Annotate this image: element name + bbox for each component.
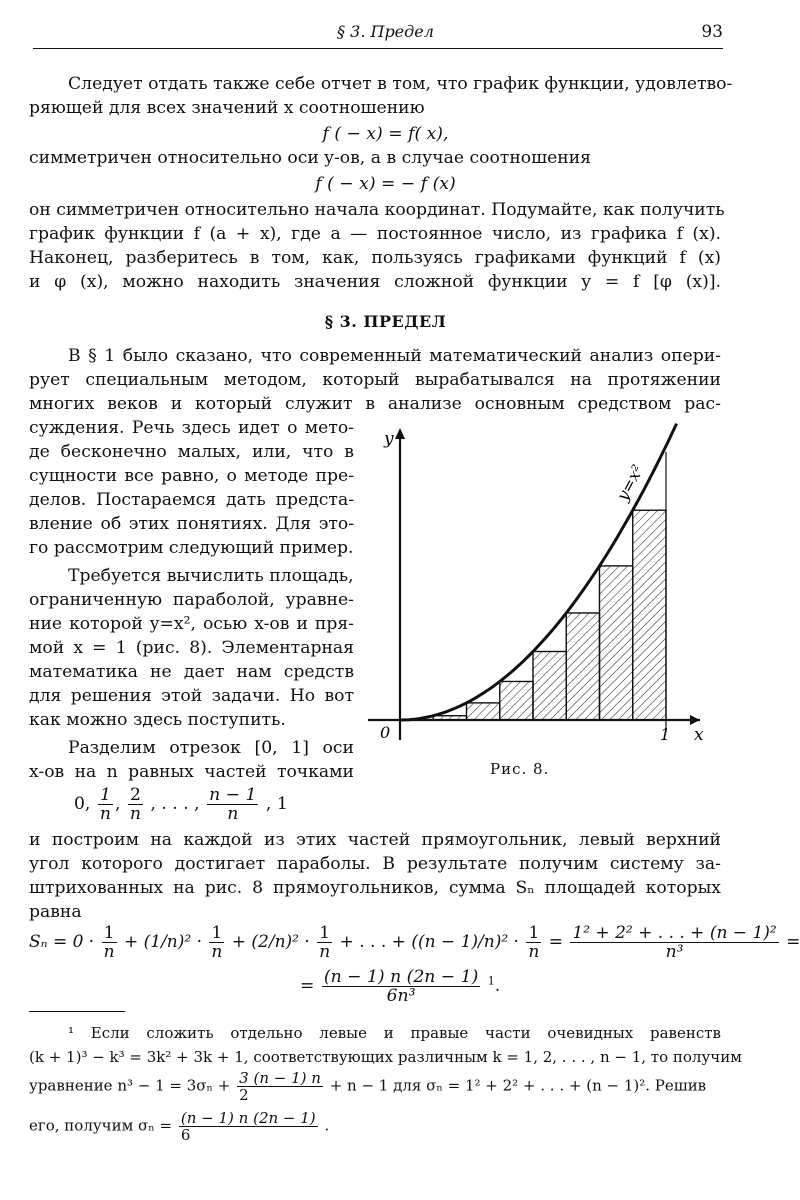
footnote-rule xyxy=(29,1011,125,1012)
text-line: график функции f (a + x), где a — постоянное число, из графика f (x). xyxy=(29,224,721,244)
text-line: го рассмотрим следующий пример. xyxy=(29,538,354,558)
text-line: ние которой y=x², осью x-ов и пря- xyxy=(29,614,354,634)
text-line: симметричен относительно оси y-ов, а в случае соотношения xyxy=(29,148,592,168)
footnote-ref: 1 xyxy=(487,974,495,988)
sum-formula: Sₙ = 0 · $\frac{1}{n}$ + (1/n)² · $\frac{1}{n}$ + (2/n)² · $\frac{1}{n}$ + . . . + ((n − 1)/n)² · $\frac{1}{n}$ = $\frac{\text{1² + 2² + . . . + (n − 1)²}}{\text{n³}}$ = xyxy=(29,923,800,962)
hatched-rectangle xyxy=(633,510,666,720)
text-line: Требуется вычислить площадь, xyxy=(68,566,354,586)
y-axis-arrow xyxy=(395,428,405,439)
text-line: для решения этой задачи. Но вот xyxy=(29,686,354,706)
header-rule xyxy=(33,48,723,49)
y-axis-label: y xyxy=(384,429,394,449)
text-line: x-ов на n равных частей точками xyxy=(29,762,354,782)
text-line: рует специальным методом, который вырабатывался на протяжении xyxy=(29,370,721,390)
hatched-rectangle xyxy=(500,681,533,720)
text-line: ограниченную параболой, уравне- xyxy=(29,590,354,610)
footnote-line: (k + 1)³ − k³ = 3k² + 3k + 1, соответствующих различным k = 1, 2, . . . , n − 1, то получим xyxy=(29,1048,742,1066)
text-line: угол которого достигает параболы. В результате получим систему за- xyxy=(29,854,721,874)
x-axis-label: x xyxy=(694,725,704,745)
text-line: многих веков и который служит в анализе основным средством рас- xyxy=(29,394,721,414)
text-line: В § 1 было сказано, что современный математический анализ опери- xyxy=(68,346,721,366)
text-line: Наконец, разберитесь в том, как, пользуясь графиками функций f (x) xyxy=(29,248,721,268)
figure-parabola xyxy=(364,422,716,745)
parabola-plot xyxy=(364,422,716,745)
one-label: 1 xyxy=(660,725,671,744)
equation: f ( − x) = f( x), xyxy=(322,124,449,144)
text-line: мой x = 1 (рис. 8). Элементарная xyxy=(29,638,354,658)
text-line: сущности все равно, о методе пре- xyxy=(29,466,354,486)
text-line: и φ (x), можно находить значения сложной функции y = f [φ (x)]. xyxy=(29,272,721,292)
origin-label: 0 xyxy=(380,723,391,742)
footnote-line: его, получим σₙ = $\frac{(n - 1) n (2n - 1)}{6}$ . xyxy=(29,1109,330,1144)
division-points: 0, $\frac{1}{n}$ , $\frac{2}{n}$ , . . . , $\frac{n - 1}{n}$ , 1 xyxy=(74,785,288,824)
hatched-rectangle xyxy=(467,703,500,720)
page-number: 93 xyxy=(701,22,723,42)
text-line: равна xyxy=(29,902,82,922)
text-line: ряющей для всех значений x соотношению xyxy=(29,98,425,118)
curve-label: y=x² xyxy=(612,461,648,504)
text-line: штрихованных на рис. 8 прямоугольников, сумма Sₙ площадей которых xyxy=(29,878,721,898)
running-header: § 3. Предел xyxy=(337,22,434,41)
fraction: $\frac{2}{n}$ xyxy=(129,785,141,824)
text-line: и построим на каждой из этих частей прямоугольник, левый верхний xyxy=(29,830,721,850)
figure-caption: Рис. 8. xyxy=(490,760,550,778)
hatched-rectangle xyxy=(566,613,599,720)
text-line: как можно здесь поступить. xyxy=(29,710,286,730)
x-axis-arrow xyxy=(690,715,700,725)
sum-result: = $\frac{(n - 1) n (2n - 1)}{\text{6n³}}$ $^1$. xyxy=(300,967,501,1006)
fraction: $\frac{1}{n}$ xyxy=(99,785,111,824)
text-line: математика не дает нам средств xyxy=(29,662,354,682)
hatched-rectangle xyxy=(600,566,633,720)
text-line: Разделим отрезок [0, 1] оси xyxy=(68,738,354,758)
text-line: он симметричен относительно начала координат. Подумайте, как получить xyxy=(29,200,725,220)
section-title: § 3. ПРЕДЕЛ xyxy=(324,312,447,331)
text-line: Следует отдать также себе отчет в том, что график функции, удовлетво- xyxy=(68,74,733,94)
equation: f ( − x) = − f (x) xyxy=(315,174,456,194)
text-line: вление об этих понятиях. Для это- xyxy=(29,514,354,534)
footnote-line: ¹ Если сложить отдельно левые и правые части очевидных равенств xyxy=(68,1024,721,1042)
text-line: де бесконечно малых, или, что в xyxy=(29,442,354,462)
hatched-rectangle xyxy=(533,652,566,721)
text-line: суждения. Речь здесь идет о мето- xyxy=(29,418,354,438)
fraction: $\frac{n - 1}{n}$ xyxy=(209,785,257,824)
footnote-line: уравнение n³ − 1 = 3σₙ + $\frac{3 (n - 1) n}{2}$ + n − 1 для σₙ = 1² + 2² + . . . + (n − 1)². Решив xyxy=(29,1069,707,1104)
text-line: делов. Постараемся дать предста- xyxy=(29,490,354,510)
